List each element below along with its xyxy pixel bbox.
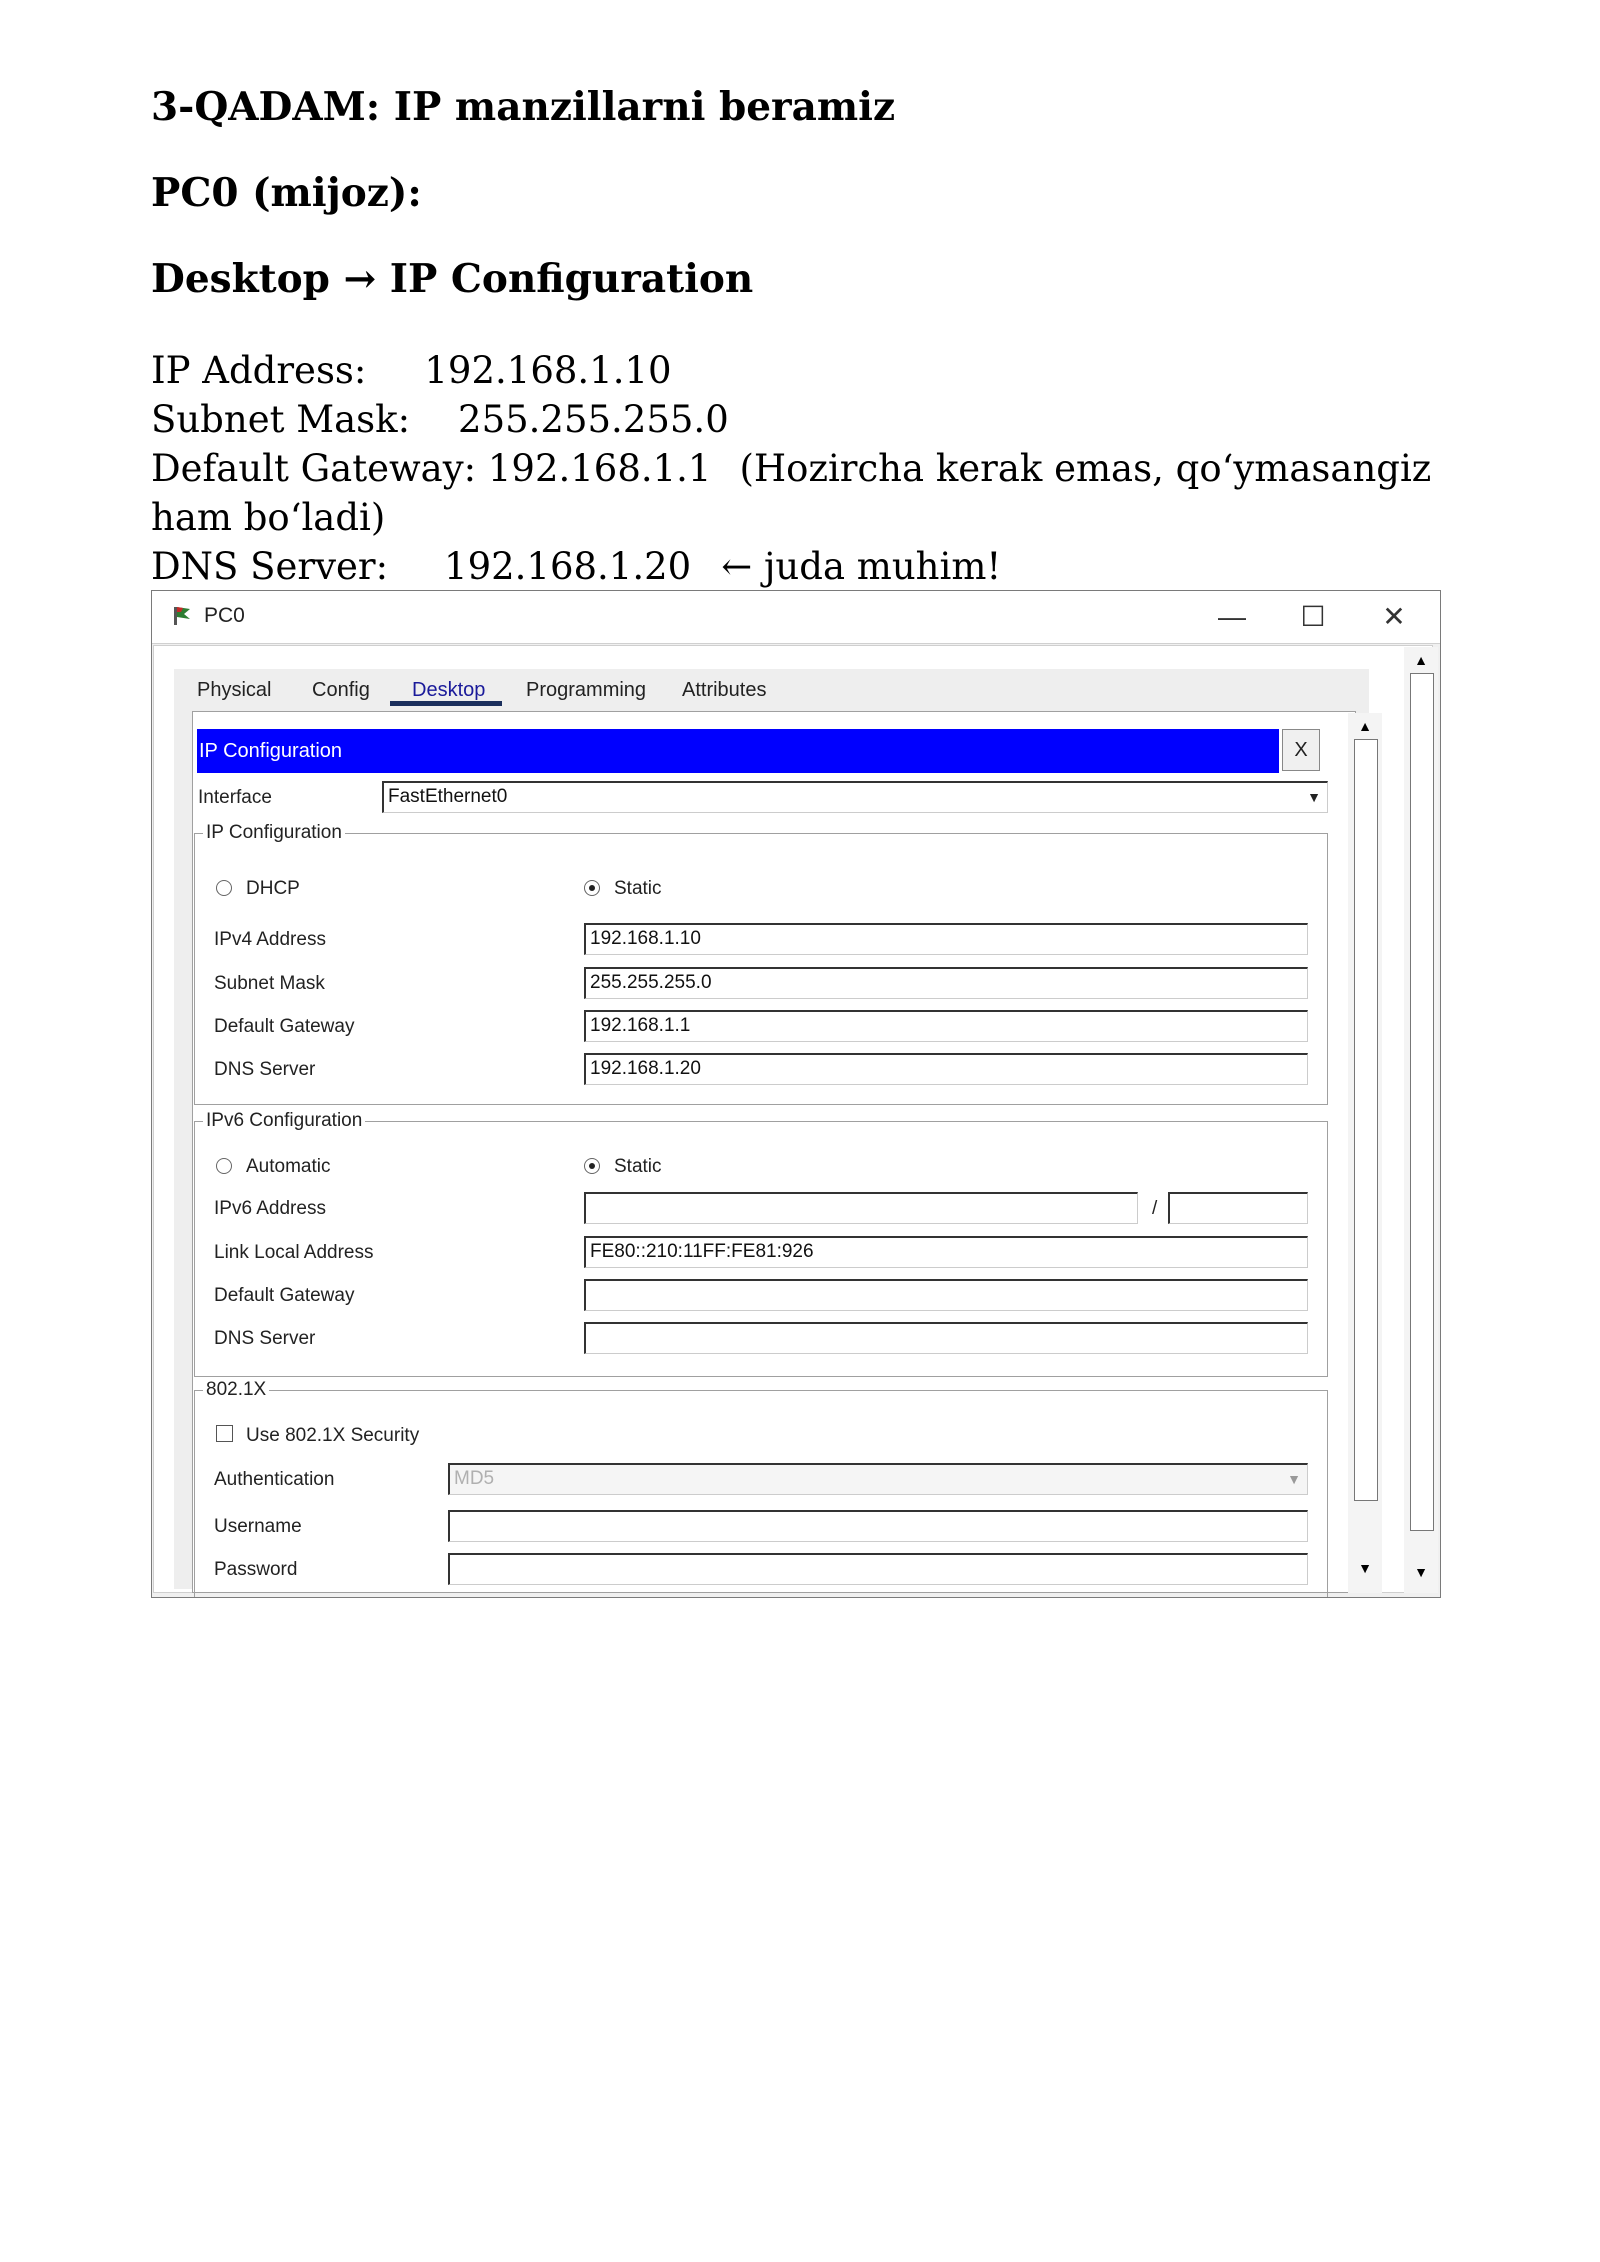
tab-programming[interactable]: Programming (526, 679, 647, 701)
dns-server-input[interactable]: 192.168.1.20 (584, 1053, 1308, 1085)
authentication-label: Authentication (214, 1469, 335, 1490)
scroll-up-arrow-icon[interactable]: ▲ (1358, 718, 1372, 734)
tab-desktop[interactable]: Desktop (412, 679, 486, 701)
chevron-down-icon: ▼ (1287, 1471, 1301, 1487)
default-gateway-input[interactable]: 192.168.1.1 (584, 1010, 1308, 1042)
dhcp-radio[interactable] (216, 880, 232, 896)
authentication-value: MD5 (454, 1468, 495, 1489)
use-8021x-label: Use 802.1X Security (246, 1425, 420, 1446)
subnet-mask-line (151, 395, 1451, 444)
inner-scrollbar[interactable] (1348, 713, 1382, 1593)
ip-config-titlebar: IP Configuration (197, 729, 1279, 773)
address-list (151, 346, 1451, 591)
password-label: Password (214, 1559, 298, 1580)
ipv6-static-label: Static (614, 1156, 662, 1177)
subnet-mask-input[interactable]: 255.255.255.0 (584, 967, 1308, 999)
dns-server-label: DNS Server (214, 1059, 316, 1080)
tab-config[interactable]: Config (312, 679, 370, 701)
default-gateway-line (151, 444, 1451, 542)
static-radio[interactable] (584, 880, 600, 896)
ipv6-gateway-label: Default Gateway (214, 1285, 355, 1306)
scroll-thumb[interactable] (1410, 673, 1434, 1531)
window-title: PC0 (204, 604, 245, 627)
password-input[interactable] (448, 1553, 1308, 1585)
dhcp-label: DHCP (246, 878, 300, 899)
outer-scrollbar[interactable] (1404, 647, 1438, 1593)
line-value: 255.255.255.0 (458, 398, 729, 441)
default-gateway-label: Default Gateway (214, 1016, 355, 1037)
ipv4-address-input[interactable]: 192.168.1.10 (584, 923, 1308, 955)
line-note: ← juda muhim! (721, 545, 1002, 588)
use-8021x-checkbox[interactable] (216, 1425, 233, 1442)
pc-app-icon (172, 605, 192, 627)
title-bar[interactable] (152, 591, 1440, 644)
dns-server-line (151, 542, 1451, 591)
link-local-label: Link Local Address (214, 1242, 374, 1263)
link-local-input[interactable]: FE80::210:11FF:FE81:926 (584, 1236, 1308, 1268)
active-tab-indicator (390, 701, 502, 706)
line-note: (Hozircha kerak emas, qo‘ymasangiz ham bo‘ladi) (151, 447, 1432, 539)
ipv6-prefix-input[interactable] (1168, 1192, 1308, 1224)
tab-physical[interactable]: Physical (197, 679, 272, 701)
username-input[interactable] (448, 1510, 1308, 1542)
ip-config-close-button[interactable]: X (1282, 729, 1320, 771)
dot1x-group-legend: 802.1X (203, 1379, 269, 1401)
line-value: 192.168.1.10 (424, 349, 672, 392)
ipv6-static-radio[interactable] (584, 1158, 600, 1174)
ip-address-line (151, 346, 1451, 395)
minimize-button[interactable]: — (1218, 601, 1246, 632)
maximize-button[interactable]: ☐ (1300, 601, 1326, 632)
ipv6-gateway-input[interactable] (584, 1279, 1308, 1311)
scroll-down-arrow-icon[interactable]: ▼ (1358, 1560, 1372, 1576)
interface-value: FastEthernet0 (388, 786, 508, 807)
pc-heading: PC0 (mijoz): (151, 170, 422, 216)
line-value: 192.168.1.20 (444, 545, 692, 588)
interface-label: Interface (198, 787, 272, 808)
line-label: DNS Server: (151, 545, 389, 588)
ipv6-automatic-label: Automatic (246, 1156, 331, 1177)
static-label: Static (614, 878, 662, 899)
line-label: Subnet Mask: (151, 398, 411, 441)
close-button[interactable]: ✕ (1382, 601, 1406, 632)
prefix-separator: / (1152, 1198, 1158, 1219)
line-label: Default Gateway: (151, 447, 477, 490)
ipv6-dns-label: DNS Server (214, 1328, 316, 1349)
username-label: Username (214, 1516, 302, 1537)
ipv6-address-label: IPv6 Address (214, 1198, 326, 1219)
authentication-select[interactable] (448, 1463, 1308, 1495)
chevron-down-icon: ▼ (1307, 789, 1321, 805)
interface-select[interactable] (382, 781, 1328, 813)
line-label: IP Address: (151, 349, 367, 392)
ipv6-dns-input[interactable] (584, 1322, 1308, 1354)
ipv6-address-input[interactable] (584, 1192, 1138, 1224)
tab-attributes[interactable]: Attributes (682, 679, 767, 701)
step-heading: 3-QADAM: IP manzillarni beramiz (151, 84, 896, 130)
subnet-mask-label: Subnet Mask (214, 973, 325, 994)
scroll-up-arrow-icon[interactable]: ▲ (1414, 652, 1428, 668)
scroll-thumb[interactable] (1354, 739, 1378, 1501)
ipv6-group-legend: IPv6 Configuration (203, 1110, 365, 1132)
pc0-window (151, 590, 1441, 1598)
line-value: 192.168.1.1 (487, 447, 712, 490)
path-heading: Desktop → IP Configuration (151, 256, 754, 302)
ipv6-automatic-radio[interactable] (216, 1158, 232, 1174)
ipv4-group-legend: IP Configuration (203, 822, 345, 844)
ipv4-address-label: IPv4 Address (214, 929, 326, 950)
scroll-down-arrow-icon[interactable]: ▼ (1414, 1564, 1428, 1580)
